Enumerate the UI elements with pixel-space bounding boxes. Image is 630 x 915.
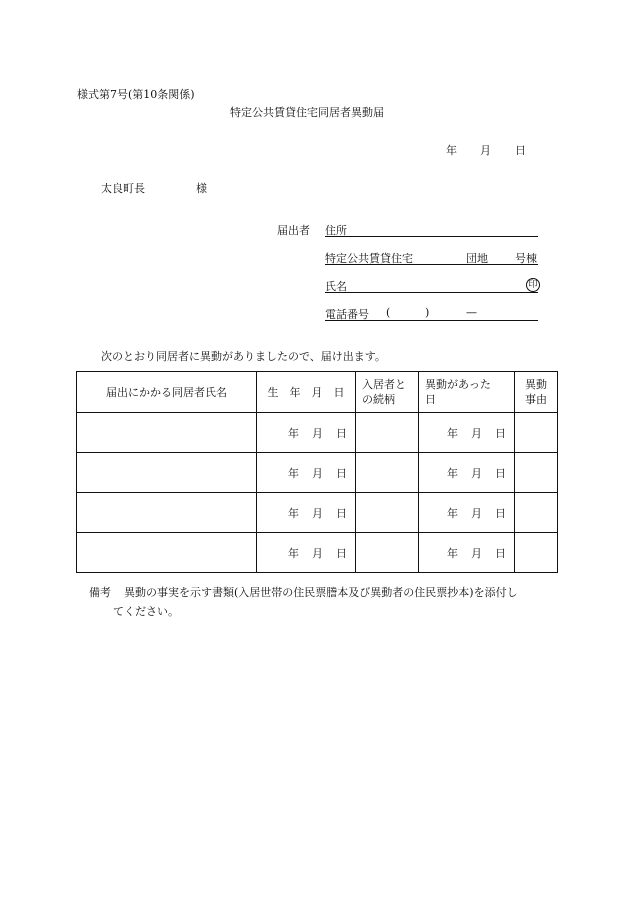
change-month-unit: 月 [471, 426, 482, 440]
birth-year-unit: 年 [288, 426, 299, 440]
change-year-unit: 年 [447, 466, 458, 480]
change-date-cell[interactable] [419, 533, 515, 573]
header-change-date-line1: 異動があった [425, 378, 491, 391]
date-month-label: 月 [480, 144, 491, 157]
birth-year-unit: 年 [288, 506, 299, 520]
relationship-cell[interactable] [356, 453, 419, 493]
header-change-reason [515, 372, 558, 413]
change-date-cell[interactable] [419, 453, 515, 493]
birth-day-unit: 日 [336, 506, 347, 520]
change-reason-cell[interactable] [515, 453, 558, 493]
table-row [77, 413, 558, 453]
change-reason-cell[interactable] [515, 413, 558, 453]
name-field-line[interactable] [325, 292, 538, 293]
table-row [77, 533, 558, 573]
phone-dash: — [466, 306, 477, 319]
companion-name-cell[interactable] [77, 533, 257, 573]
birth-month-unit: 月 [312, 546, 323, 560]
header-relationship [356, 372, 419, 413]
change-month-unit: 月 [471, 546, 482, 560]
birth-day-unit: 日 [336, 546, 347, 560]
document-title: 特定公共賃貸住宅同居者異動届 [230, 106, 384, 119]
complex-label: 団地 [466, 252, 488, 265]
relationship-cell[interactable] [356, 493, 419, 533]
change-date-cell[interactable] [419, 413, 515, 453]
date-day-label: 日 [515, 144, 526, 157]
birth-date-cell[interactable] [257, 493, 356, 533]
companion-name-cell[interactable] [77, 493, 257, 533]
header-change-date [419, 372, 515, 413]
companion-name-cell[interactable] [77, 453, 257, 493]
companion-name-cell[interactable] [77, 413, 257, 453]
header-birth-date: 生 年 月 日 [257, 372, 356, 413]
housing-field-line[interactable] [325, 264, 538, 265]
change-date-cell[interactable] [419, 493, 515, 533]
address-field-line[interactable] [325, 236, 538, 237]
header-relationship-line2: の続柄 [362, 393, 395, 406]
seal-mark: 印 [526, 278, 540, 292]
phone-field-line[interactable] [325, 320, 538, 321]
name-label: 氏名 [325, 280, 347, 293]
birth-day-unit: 日 [336, 466, 347, 480]
birth-year-unit: 年 [288, 466, 299, 480]
change-day-unit: 日 [495, 506, 506, 520]
birth-month-unit: 月 [312, 426, 323, 440]
change-month-unit: 月 [471, 506, 482, 520]
change-day-unit: 日 [495, 466, 506, 480]
birth-month-unit: 月 [312, 506, 323, 520]
address-label: 住所 [325, 224, 347, 237]
table-header-row [77, 372, 558, 413]
date-year-label: 年 [446, 144, 457, 157]
birth-date-cell[interactable] [257, 453, 356, 493]
remarks-label: 備考 [89, 586, 111, 599]
header-companion-name: 届出にかかる同居者氏名 [77, 372, 257, 413]
header-reason-line1: 異動 [525, 378, 547, 391]
addressee-honorific: 様 [196, 182, 207, 195]
change-reason-cell[interactable] [515, 533, 558, 573]
phone-label: 電話番号 [325, 308, 369, 321]
building-label: 号棟 [515, 252, 537, 265]
relationship-cell[interactable] [356, 533, 419, 573]
change-reason-cell[interactable] [515, 493, 558, 533]
phone-open-paren: ( [386, 306, 391, 319]
header-reason-line2: 事由 [525, 393, 547, 406]
remarks-line2: てください。 [113, 605, 179, 618]
birth-day-unit: 日 [336, 426, 347, 440]
table-row [77, 493, 558, 533]
birth-year-unit: 年 [288, 546, 299, 560]
addressee-name: 太良町長 [101, 182, 145, 195]
birth-month-unit: 月 [312, 466, 323, 480]
change-year-unit: 年 [447, 426, 458, 440]
change-month-unit: 月 [471, 466, 482, 480]
header-change-date-line2: 日 [425, 393, 436, 406]
change-day-unit: 日 [495, 546, 506, 560]
change-day-unit: 日 [495, 426, 506, 440]
relationship-cell[interactable] [356, 413, 419, 453]
form-number: 様式第7号(第10条関係) [77, 88, 195, 101]
phone-close-paren: ) [425, 306, 430, 319]
birth-date-cell[interactable] [257, 413, 356, 453]
remarks-line1: 異動の事実を示す書類(入居世帯の住民票謄本及び異動者の住民票抄本)を添付し [124, 586, 518, 599]
change-year-unit: 年 [447, 506, 458, 520]
birth-date-cell[interactable] [257, 533, 356, 573]
applicant-label: 届出者 [277, 224, 310, 237]
companion-change-table [76, 371, 558, 573]
housing-label: 特定公共賃貸住宅 [325, 252, 413, 265]
intro-text: 次のとおり同居者に異動がありましたので、届け出ます。 [101, 350, 386, 363]
header-relationship-line1: 入居者と [362, 378, 406, 391]
change-year-unit: 年 [447, 546, 458, 560]
table-row [77, 453, 558, 493]
